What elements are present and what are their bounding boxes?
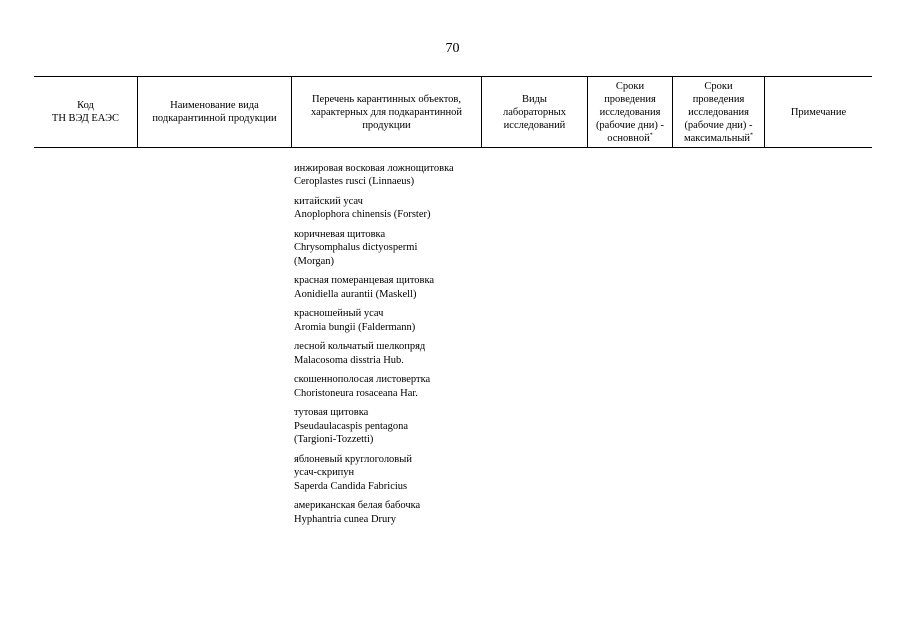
list-item-line: тутовая щитовка [294,407,369,419]
list-item-line: американская белая бабочка [294,500,421,512]
header-code [34,77,138,147]
table-header-row [34,76,872,148]
header-research-period-max-text: Сроки проведения исследования (рабочие дни) - максимальный [684,80,753,144]
header-lab-research-types-text: Виды лабораторных исследований [502,93,566,131]
list-item-line: Ceroplastes rusci (Linnaeus) [294,176,415,188]
list-item-line: лесной кольчатый шелкопряд [294,341,426,353]
empty-cells [34,162,292,532]
list-item [294,274,482,301]
header-product-name-text: Наименование вида подкарантинной продукции [152,100,277,124]
list-item-line: Chrysomphalus dictyospermi [294,242,418,254]
list-item [294,406,482,446]
list-item-line: Pseudaulacaspis pentagona [294,420,409,432]
table-body-row [34,148,872,532]
list-item [294,162,482,189]
header-quarantine-objects [292,77,482,147]
list-item-line: Malacosoma disstria Hub. [294,354,404,366]
quarantine-table [34,76,872,532]
header-research-period-main-text: Сроки проведения исследования (рабочие дни) - основной [595,80,665,144]
list-item [294,340,482,367]
header-research-period-max [673,77,765,147]
footnote-mark: * [649,132,653,138]
list-item [294,499,482,526]
list-item-line: яблоневый круглоголовый [294,453,412,465]
list-item-line: китайский усач [294,196,363,207]
list-item [294,373,482,400]
list-item [294,195,482,222]
list-item-line: красношейный усач [294,308,384,320]
list-item-line: Anoplophora chinensis (Forster) [294,209,431,221]
list-item-line: усач-скрипун [294,467,355,479]
list-item-line: Saperda Candida Fabricius [294,480,408,492]
list-item-line: Aromia bungii (Faldermann) [294,321,416,333]
footnote-mark: * [750,132,753,138]
list-item-line: Choristoneura rosaceana Har. [294,387,418,399]
header-note [765,77,872,147]
header-research-period-main [588,77,673,147]
list-item-line: красная померанцевая щитовка [294,275,435,287]
list-item [294,228,482,268]
list-item [294,307,482,334]
header-code-text: Код ТН ВЭД ЕАЭС [51,100,120,124]
header-quarantine-objects-text: Перечень карантинных объектов, характерных для подкарантинной продукции [310,93,463,131]
list-item-line: (Morgan) [294,255,335,267]
list-item-line: (Targioni-Tozzetti) [294,434,374,446]
header-note-text: Примечание [790,106,847,118]
page-number: 70 [445,41,460,56]
list-item [294,453,482,493]
list-item-line: инжировая восковая ложнощитовка [294,163,454,174]
list-item-line: Aonidiella aurantii (Maskell) [294,288,417,300]
list-item-line: скошеннополосая листовертка [294,374,431,386]
header-lab-research-types [482,77,588,147]
quarantine-objects-list [292,162,482,532]
header-product-name [138,77,292,147]
list-item-line: коричневая щитовка [294,229,386,240]
list-item-line: Hyphantria cunea Drury [294,513,397,525]
